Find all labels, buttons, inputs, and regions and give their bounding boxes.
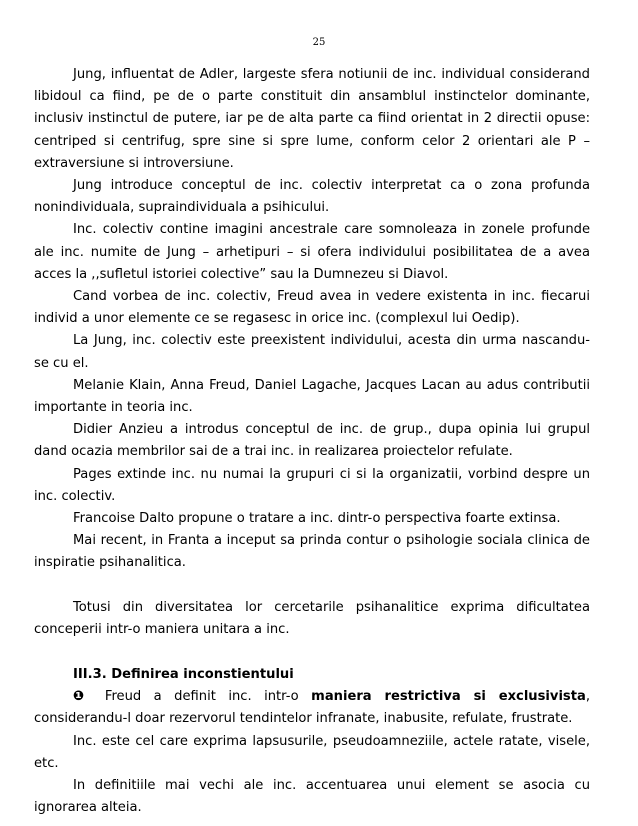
paragraph-archetypes: Inc. colectiv contine imagini ancestrale care somnoleaza in zonele profunde ale inc. numite de Jung – arhetipuri – si ofera individului posibilitatea de a avea acces la ,,sufletul istoriei colective” sau la Dumnezeu si Diavol. bbox=[34, 222, 590, 282]
paragraph-freud-collective: Cand vorbea de inc. colectiv, Freud avea in vedere existenta in inc. fiecarui individ a unor elemente ce se regasesc in orice inc. (complexul lui Oedip). bbox=[34, 289, 590, 327]
paragraph-dalto: Francoise Dalto propune o tratare a inc. dintr-o perspectiva foarte extinsa. bbox=[73, 511, 561, 527]
paragraph-spacer bbox=[34, 575, 590, 598]
paragraph-france: Mai recent, in Franta a inceput sa prinda contur o psihologie sociala clinica de inspiratie psihanalitica. bbox=[34, 533, 590, 571]
paragraph-anzieu: Didier Anzieu a introdus conceptul de inc. de grup., dupa opinia lui grupul dand ocazia membrilor sai de a trai inc. in realizarea proiectelor refulate. bbox=[34, 422, 590, 460]
definition-text-after: , considerandu-l doar rezervorul tendintelor infranate, inabusite, refulate, frustrate. bbox=[34, 689, 590, 727]
paragraph-lapsusuri: Inc. este cel care exprima lapsusurile, pseudoamneziile, actele ratate, visele, etc. bbox=[34, 733, 590, 771]
paragraph-freud-definition bbox=[34, 686, 590, 730]
page-number: 25 bbox=[312, 37, 326, 48]
numbered-bullet-icon: ❶ bbox=[73, 689, 93, 705]
paragraph-jung-preexistent: La Jung, inc. colectiv este preexistent individului, acesta din urma nascandu-se cu el. bbox=[34, 333, 590, 371]
paragraph-pages: Pages extinde inc. nu numai la grupuri ci si la organizatii, vorbind despre un inc. colectiv. bbox=[34, 466, 590, 504]
paragraph-totusi: Totusi din diversitatea lor cercetarile psihanalitice exprima dificultatea conceperii intr-o maniera unitara a inc. bbox=[34, 600, 590, 638]
document-body bbox=[34, 64, 590, 820]
paragraph-old-definitions: In definitiile mai vechi ale inc. accentuarea unui element se asocia cu ignorarea alteia. bbox=[34, 778, 590, 816]
paragraph-jung-collective: Jung introduce conceptul de inc. colectiv interpretat ca o zona profunda nonindividuala, supraindividuala a psihicului. bbox=[34, 178, 590, 216]
paragraph-spacer bbox=[34, 642, 590, 665]
paragraph-contributors: Melanie Klain, Anna Freud, Daniel Lagache, Jacques Lacan au adus contributii importante in teoria inc. bbox=[34, 377, 590, 416]
paragraph-jung-adler: Jung, influentat de Adler, largeste sfera notiunii de inc. individual considerand libidoul ca fiind, pe de o parte constituit din ansamblul instinctelor dominante, inclusiv instinctul de putere, iar pe de alta parte ca fiind orientat in 2 directii opuse: centriped si centrifug, spre sine si spre lume, conform celor 2 orientari ale P – extraversiune si introversiune. bbox=[34, 67, 590, 171]
section-heading: III.3. Definirea inconstientului bbox=[73, 667, 294, 683]
definition-emphasis: maniera restrictiva si exclusivista bbox=[311, 689, 586, 705]
definition-text-before: Freud a definit inc. intr-o bbox=[104, 689, 312, 705]
